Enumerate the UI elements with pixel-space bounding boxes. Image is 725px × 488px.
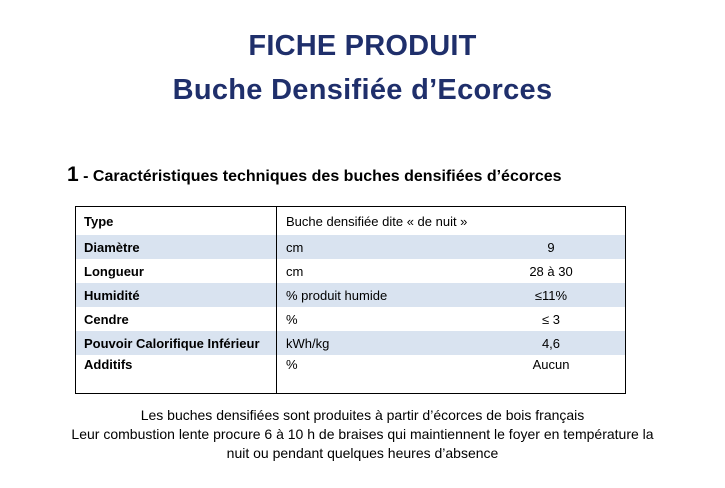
row-value: Aucun [532, 357, 570, 372]
row-label: Diamètre [76, 235, 277, 259]
row-unit: Buche densifiée dite « de nuit » [286, 213, 468, 229]
row-label-empty [76, 374, 277, 393]
table-row-cendre [76, 307, 625, 331]
row-unit: kWh/kg [286, 335, 330, 351]
row-value: 28 à 30 [529, 263, 573, 279]
row-value: 4,6 [541, 335, 561, 351]
section-title: - Caractéristiques techniques des buches densifiées d’écorces [78, 168, 562, 185]
row-value: ≤11% [534, 287, 568, 303]
row-value-empty [477, 374, 625, 393]
row-label: Additifs [76, 355, 277, 374]
table-row-longueur [76, 259, 625, 283]
table-row-pci [76, 331, 625, 355]
table-row-humidite [76, 283, 625, 307]
row-value: ≤ 3 [542, 311, 560, 327]
spec-table [75, 206, 626, 394]
row-unit: % [286, 357, 298, 372]
table-row-spacer [76, 374, 625, 393]
table-row-diametre [76, 235, 625, 259]
page-title: FICHE PRODUIT [248, 30, 477, 62]
product-notes [0, 406, 725, 463]
row-label: Longueur [76, 259, 277, 283]
note-line: Les buches densifiées sont produites à partir d’écorces de bois français [140, 407, 585, 423]
row-label: Type [76, 207, 277, 235]
note-line: Leur combustion lente procure 6 à 10 h de braises qui maintiennent le foyer en température la [71, 426, 654, 442]
row-unit-empty [277, 374, 477, 393]
row-unit: % [286, 311, 298, 327]
row-value: 9 [547, 239, 555, 255]
section-heading [67, 163, 562, 187]
row-label: Humidité [76, 283, 277, 307]
section-number: 1 [67, 163, 79, 186]
row-unit: cm [286, 263, 304, 279]
row-unit: % produit humide [286, 287, 388, 303]
table-row-additifs [76, 355, 625, 374]
row-value [477, 207, 625, 235]
row-unit: cm [286, 239, 304, 255]
note-line: nuit ou pendant quelques heures d’absence [226, 445, 499, 461]
row-label: Pouvoir Calorifique Inférieur [76, 331, 277, 355]
row-label: Cendre [76, 307, 277, 331]
page-subtitle: Buche Densifiée d’Ecorces [172, 74, 553, 106]
table-row-type [76, 207, 625, 235]
